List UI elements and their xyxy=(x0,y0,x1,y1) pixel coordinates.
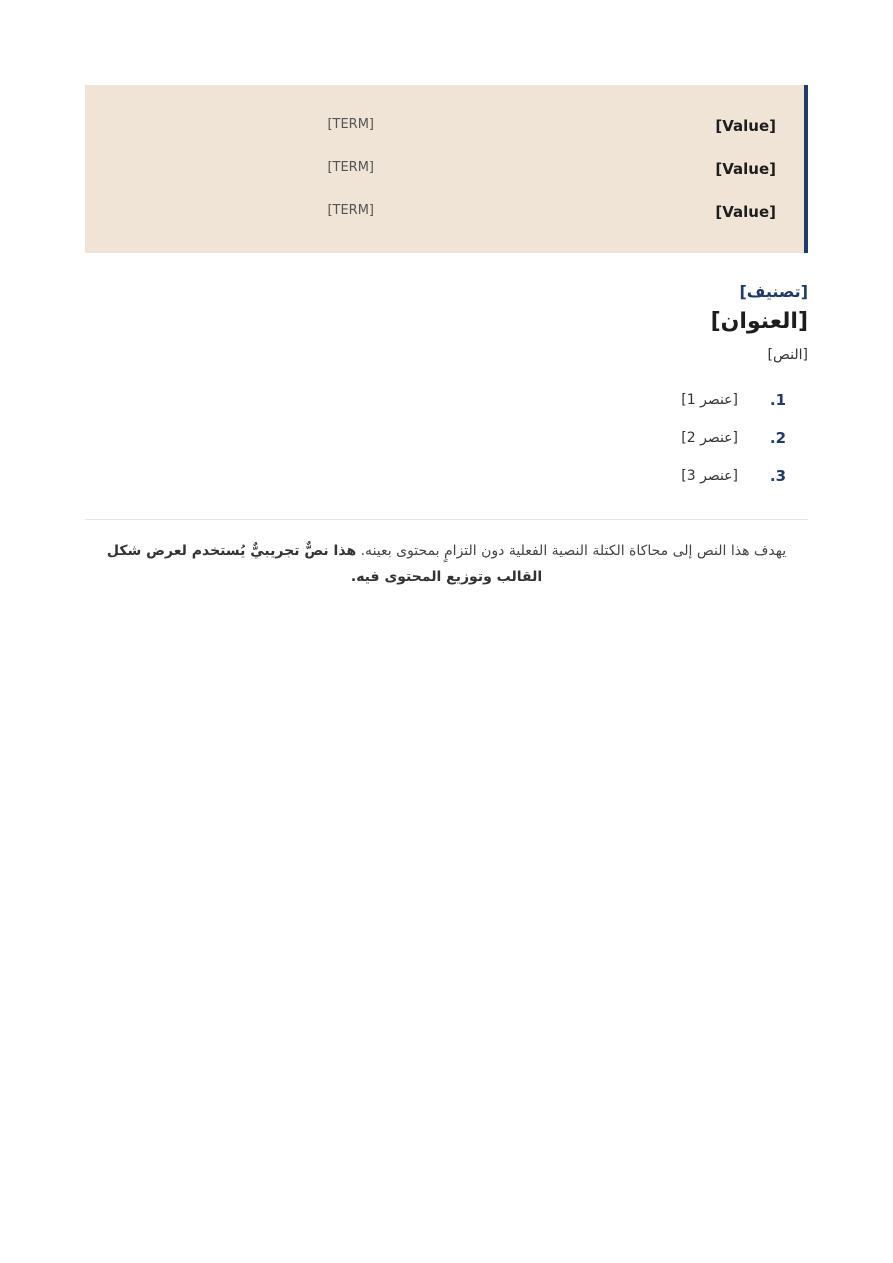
list-item xyxy=(85,457,808,495)
list-item-label: [عنصر 3] xyxy=(681,468,738,484)
category-label: [تصنيف] xyxy=(739,282,808,301)
list-item xyxy=(85,381,808,419)
list-item-label: [عنصر 2] xyxy=(681,430,738,446)
list-item-number: 1. xyxy=(769,391,786,409)
list-item-label: [عنصر 1] xyxy=(681,392,738,408)
list-item-number: 3. xyxy=(769,467,786,485)
body-text: [النص] xyxy=(767,347,808,363)
summary-term: [TERM] xyxy=(327,203,374,218)
section-divider xyxy=(85,519,808,520)
document-page xyxy=(85,85,808,604)
page-title: [العنوان] xyxy=(710,309,808,334)
footer-note xyxy=(85,538,808,590)
footer-emphasis: هذا نصٌّ تجريبيٌّ يُستخدم لعرض شكل القالب وتوزيع المحتوى فيه. xyxy=(106,543,543,585)
summary-value: [Value] xyxy=(715,117,776,135)
summary-row xyxy=(85,150,776,193)
summary-table xyxy=(85,85,808,253)
summary-value: [Value] xyxy=(715,203,776,221)
summary-term: [TERM] xyxy=(327,160,374,175)
summary-value: [Value] xyxy=(715,160,776,178)
summary-row xyxy=(85,107,776,150)
list-item xyxy=(85,419,808,457)
summary-term: [TERM] xyxy=(327,117,374,132)
list-item-number: 2. xyxy=(769,429,786,447)
ordered-list xyxy=(85,381,808,495)
summary-row xyxy=(85,193,776,236)
footer-intro: يهدف هذا النص إلى محاكاة الكتلة النصية الفعلية دون التزامٍ بمحتوى بعينه. xyxy=(360,543,787,559)
